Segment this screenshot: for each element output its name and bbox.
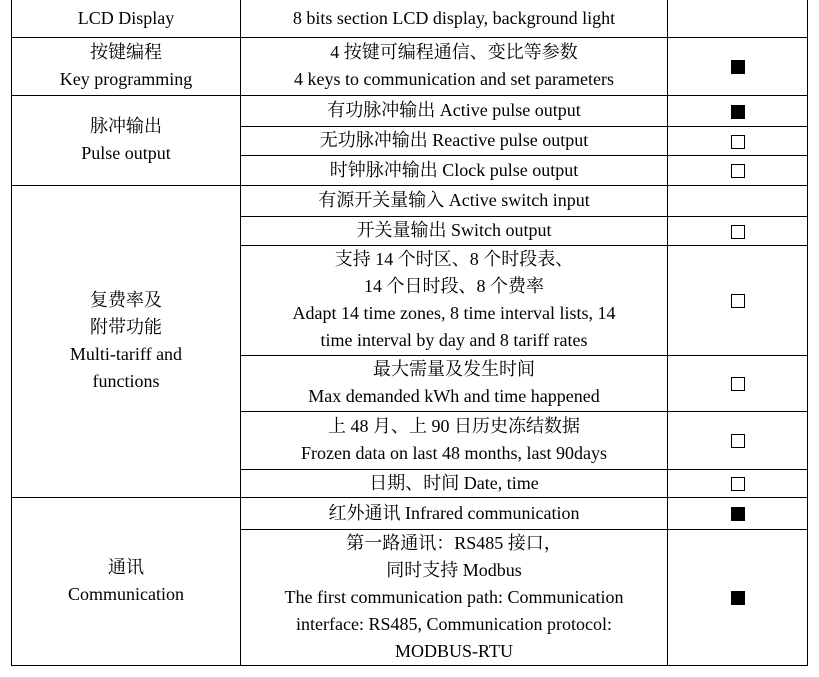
- feature-cell: [241, 155, 668, 185]
- category-cell: [12, 497, 241, 665]
- feature-text: 4 keys to communication and set parameters: [294, 69, 614, 89]
- empty-square-icon: [731, 294, 745, 308]
- feature-cell: [241, 245, 668, 355]
- empty-square-icon: [731, 434, 745, 448]
- feature-text: 第一路通讯：RS485 接口，: [346, 532, 562, 553]
- feature-cell: [241, 497, 668, 529]
- feature-text: 开关量输出 Switch output: [356, 220, 552, 240]
- category-cell: [12, 95, 241, 185]
- feature-cell: [241, 411, 668, 469]
- category-label: LCD Display: [77, 7, 175, 28]
- feature-text: 有功脉冲输出 Active pulse output: [327, 100, 581, 120]
- table-row: [12, 185, 808, 216]
- mark-cell: [668, 0, 808, 37]
- feature-text: 14 个日时段、8 个费率: [364, 276, 544, 296]
- feature-text: MODBUS-RTU: [395, 640, 513, 661]
- empty-square-icon: [731, 377, 745, 391]
- category-label: Key programming: [59, 69, 193, 89]
- feature-cell: [241, 216, 668, 245]
- mark-cell: [668, 37, 808, 95]
- feature-cell: [241, 185, 668, 216]
- feature-cell: [241, 355, 668, 411]
- mark-cell: [668, 355, 808, 411]
- feature-text: 有源开关量输入 Active switch input: [318, 190, 590, 210]
- mark-cell: [668, 185, 808, 216]
- category-label: Communication: [68, 584, 184, 604]
- filled-square-icon: [731, 507, 745, 521]
- mark-cell: [668, 411, 808, 469]
- mark-cell: [668, 469, 808, 497]
- feature-text: 同时支持 Modbus: [386, 559, 522, 580]
- empty-square-icon: [731, 164, 745, 178]
- category-label: functions: [92, 371, 160, 391]
- category-label: Pulse output: [81, 143, 171, 163]
- category-label: 复费率及: [90, 290, 162, 310]
- mark-cell: [668, 216, 808, 245]
- category-label: Multi-tariff and: [69, 344, 183, 364]
- category-label: 按键编程: [90, 42, 162, 62]
- empty-square-icon: [731, 135, 745, 149]
- feature-text: interface: RS485, Communication protocol:: [296, 613, 612, 634]
- feature-text: 上 48 月、上 90 日历史冻结数据: [328, 416, 580, 436]
- table-row: [12, 497, 808, 529]
- mark-cell: [668, 126, 808, 155]
- feature-text: 最大需量及发生时间: [373, 359, 535, 379]
- feature-text: 日期、时间 Date, time: [369, 472, 539, 493]
- category-label: 脉冲输出: [90, 116, 162, 136]
- feature-cell: [241, 95, 668, 126]
- feature-text: 红外通讯 Infrared communication: [328, 502, 580, 523]
- mark-cell: [668, 245, 808, 355]
- table-row: [12, 95, 808, 126]
- feature-text: 时钟脉冲输出 Clock pulse output: [329, 159, 579, 180]
- category-cell: [12, 37, 241, 95]
- feature-text: Max demanded kWh and time happened: [308, 386, 600, 406]
- table-row: [12, 0, 808, 37]
- feature-text: Frozen data on last 48 months, last 90days: [301, 443, 607, 463]
- empty-square-icon: [731, 477, 745, 491]
- feature-text: 无功脉冲输出 Reactive pulse output: [319, 130, 589, 150]
- feature-cell: [241, 0, 668, 37]
- empty-square-icon: [731, 225, 745, 239]
- mark-cell: [668, 497, 808, 529]
- feature-text: The first communication path: Communication: [284, 586, 624, 607]
- feature-cell: [241, 469, 668, 497]
- mark-cell: [668, 529, 808, 665]
- feature-text: 8 bits section LCD display, background light: [292, 7, 616, 28]
- category-cell: [12, 0, 241, 37]
- table-row: [12, 37, 808, 95]
- category-label: 通讯: [108, 557, 144, 577]
- mark-cell: [668, 155, 808, 185]
- filled-square-icon: [731, 105, 745, 119]
- feature-cell: [241, 126, 668, 155]
- feature-text: Adapt 14 time zones, 8 time interval lists, 14: [292, 303, 616, 323]
- feature-text: 4 按键可编程通信、变比等参数: [330, 42, 578, 62]
- feature-cell: [241, 529, 668, 665]
- spec-table: [11, 0, 808, 666]
- mark-cell: [668, 95, 808, 126]
- filled-square-icon: [731, 60, 745, 74]
- feature-text: 支持 14 个时区、8 个时段表、: [334, 249, 574, 269]
- category-cell: [12, 185, 241, 497]
- spec-table-body: [12, 0, 808, 665]
- feature-text: time interval by day and 8 tariff rates: [320, 330, 588, 350]
- category-label: 附带功能: [90, 317, 162, 337]
- filled-square-icon: [731, 591, 745, 605]
- feature-cell: [241, 37, 668, 95]
